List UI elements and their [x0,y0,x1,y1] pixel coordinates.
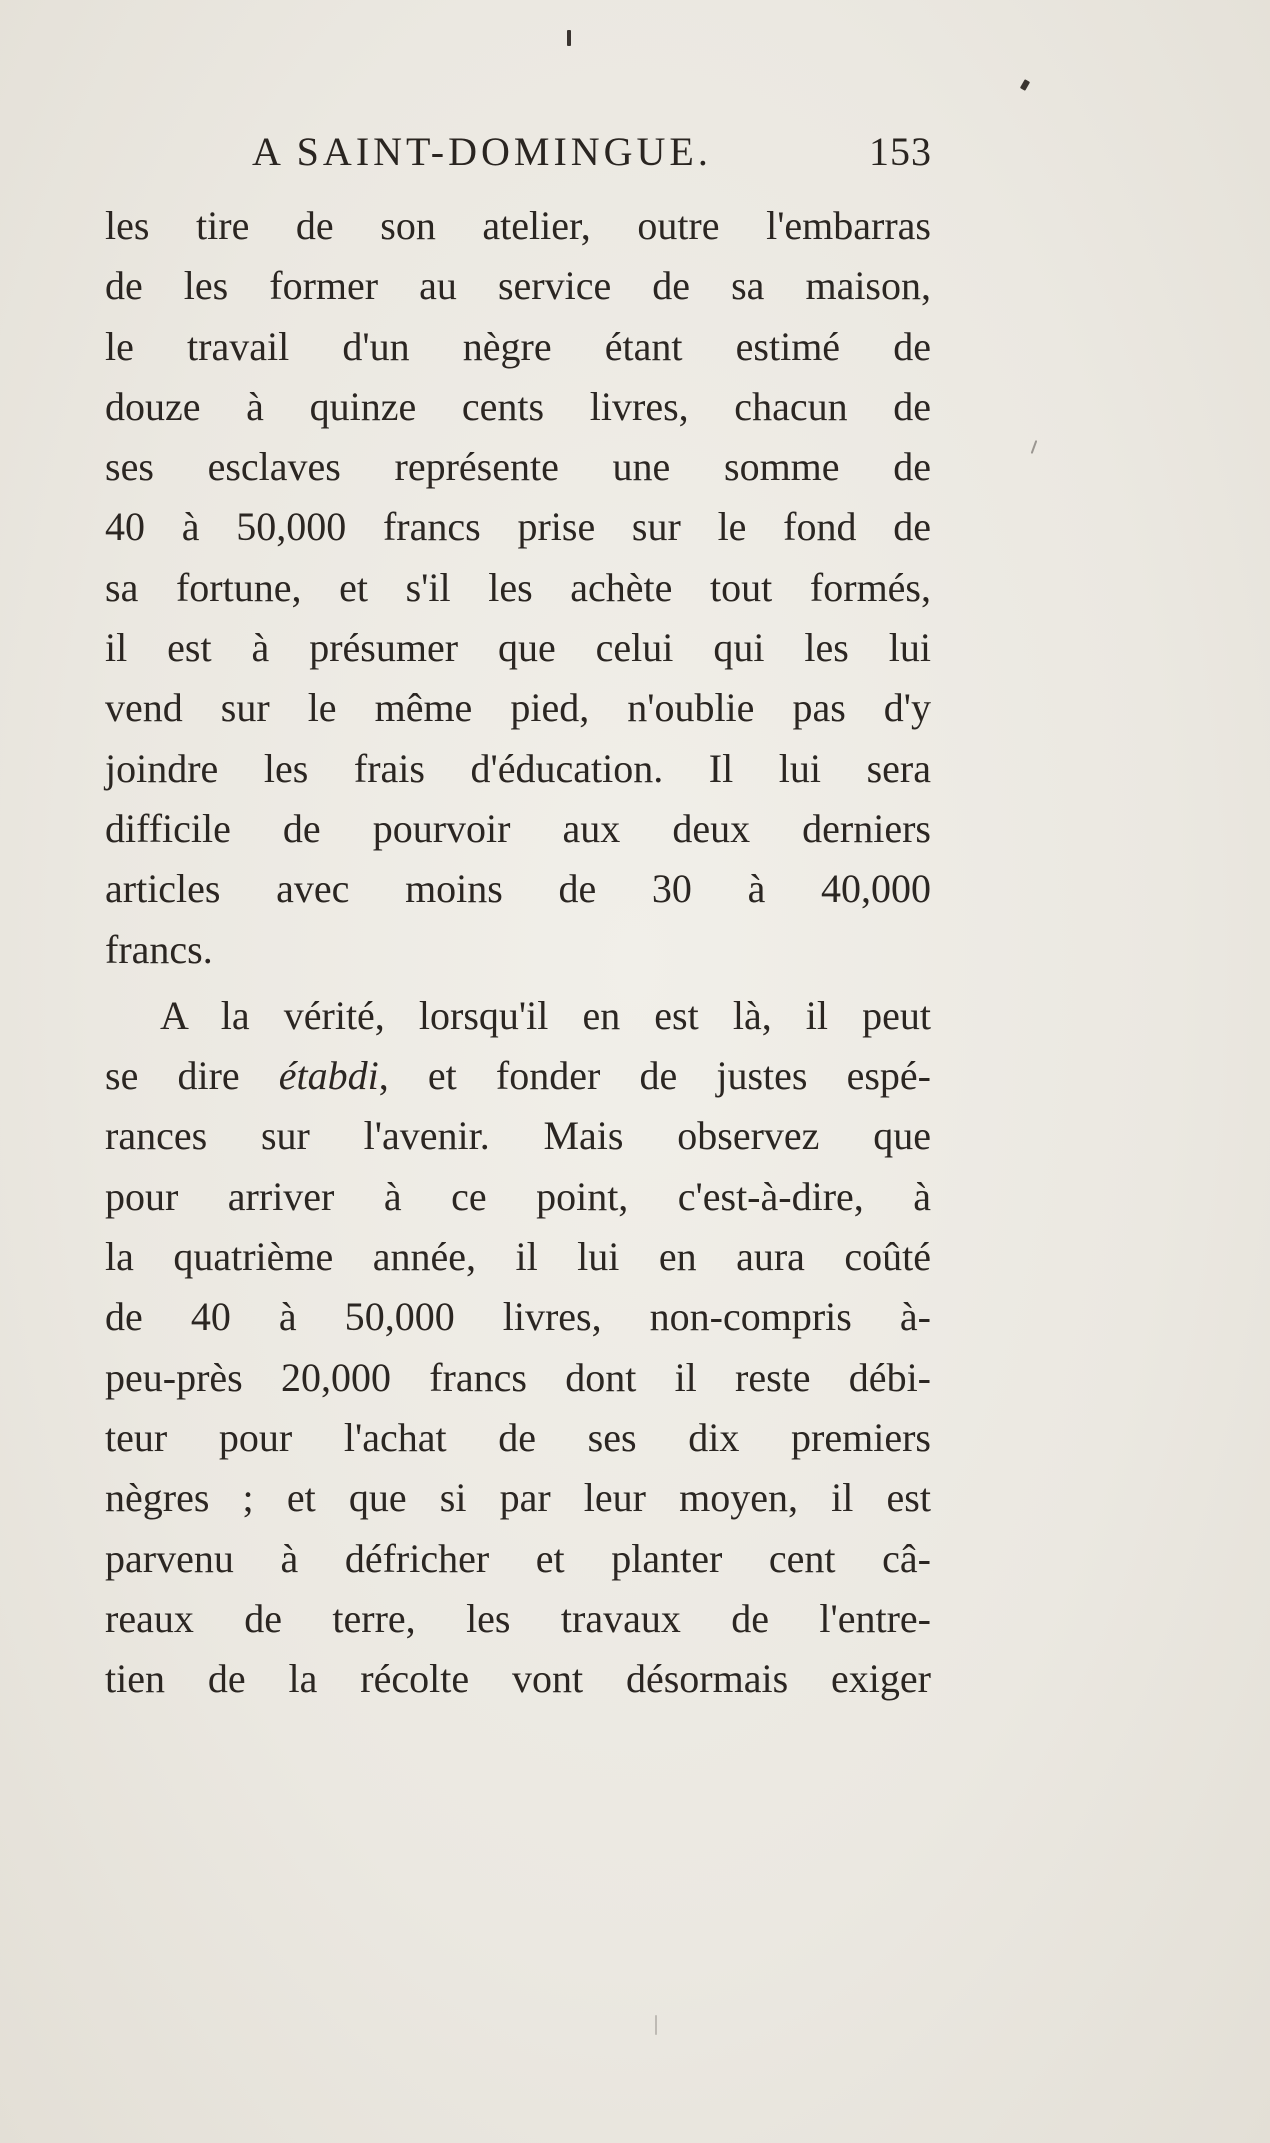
text-line: parvenu à défricher et planter cent câ- [105,1535,931,1581]
ink-speck [655,2015,657,2035]
text-line: pour arriver à ce point, c'est-à-dire, à [105,1173,931,1219]
text-fragment: se dire [105,1053,279,1099]
text-line: 40 à 50,000 francs prise sur le fond de [105,504,931,550]
running-head [252,128,932,184]
text-line: nègres ; et que si par leur moyen, il est [105,1475,931,1521]
text-line: de les former au service de sa maison, [105,263,931,309]
text-line: le travail d'un nègre étant estimé de [105,323,931,369]
text-line: reaux de terre, les travaux de l'entre- [105,1595,931,1641]
text-line: ses esclaves représente une somme de [105,444,931,490]
page-number: 153 [869,129,932,174]
paragraph-2 [105,986,931,1710]
italic-word: étabdi [278,1053,379,1099]
ink-speck [1020,79,1030,91]
text-line: francs. [105,926,213,972]
text-line: articles avec moins de 30 à 40,000 [105,866,931,912]
text-line: de 40 à 50,000 livres, non-compris à- [105,1294,931,1340]
ink-speck [1031,440,1038,454]
text-line: vend sur le même pied, n'oublie pas d'y [105,685,931,731]
ink-speck [567,30,571,46]
text-line: douze à quinze cents livres, chacun de [105,383,931,429]
running-title: A SAINT-DOMINGUE. [252,129,712,174]
text-line: il est à présumer que celui qui les lui [105,625,931,671]
text-line: difficile de pourvoir aux deux derniers [105,805,931,851]
body-text [105,196,931,1709]
text-line [105,1046,931,1106]
text-line: A la vérité, lorsqu'il en est là, il peut [160,992,931,1038]
text-line: la quatrième année, il lui en aura coûté [105,1234,931,1280]
text-fragment: , et fonder de justes espé- [378,1053,931,1099]
text-line: joindre les frais d'éducation. Il lui sera [105,745,931,791]
text-line: teur pour l'achat de ses dix premiers [105,1414,931,1460]
text-line: rances sur l'avenir. Mais observez que [105,1113,931,1159]
text-line: tien de la récolte vont désormais exiger [105,1656,931,1702]
text-line: les tire de son atelier, outre l'embarras [105,203,931,248]
text-line: sa fortune, et s'il les achète tout formés, [105,564,931,610]
paragraph-1 [105,196,931,980]
text-line: peu-près 20,000 francs dont il reste débi- [105,1354,931,1400]
